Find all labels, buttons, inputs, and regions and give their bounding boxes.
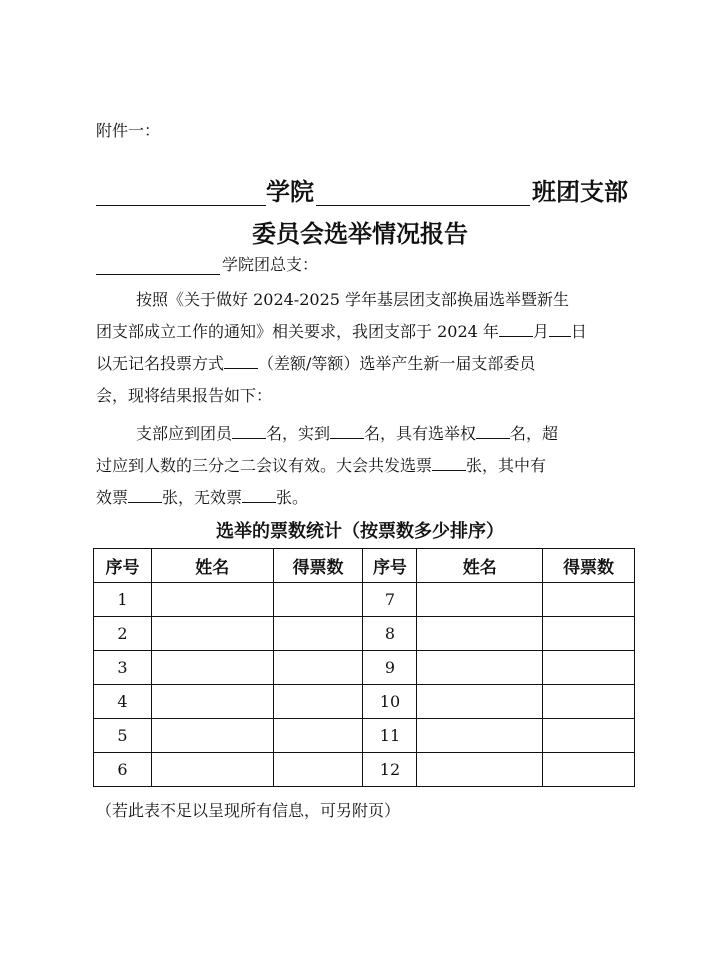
- invalid-ballots-blank[interactable]: [242, 488, 276, 503]
- votes-cell[interactable]: [543, 719, 635, 753]
- header-votes-left: 得票数: [273, 549, 363, 583]
- name-cell[interactable]: [417, 583, 543, 617]
- salutation-text: 学院团总支：: [222, 255, 319, 274]
- valid-ballots-blank[interactable]: [128, 488, 162, 503]
- name-cell[interactable]: [151, 753, 273, 787]
- row-number: 12: [363, 753, 417, 787]
- class-suffix: 班团支部: [532, 177, 628, 206]
- para1-line1: 按照《关于做好 2024-2025 学年基层团支部换届选举暨新生: [136, 290, 570, 309]
- row-number: 7: [363, 583, 417, 617]
- para2-line2a: 过应到人数的三分之二会议有效。大会共发选票: [96, 456, 433, 475]
- attachment-label: 附件一：: [96, 121, 161, 140]
- name-cell[interactable]: [151, 583, 273, 617]
- report-title-line1: [96, 172, 636, 208]
- table-row: [94, 685, 635, 719]
- para2-line1d: 名，超: [510, 424, 559, 443]
- para2-line1b: 名，实到: [266, 424, 331, 443]
- header-number-left: 序号: [94, 549, 152, 583]
- table-header-row: [94, 549, 635, 583]
- row-number: 4: [94, 685, 152, 719]
- votes-cell[interactable]: [273, 583, 363, 617]
- header-votes-right: 得票数: [543, 549, 635, 583]
- college-branch-blank[interactable]: [96, 258, 220, 275]
- footnote: （若此表不足以呈现所有信息，可另附页）: [96, 801, 401, 820]
- name-cell[interactable]: [417, 685, 543, 719]
- para2-line3b: 张，无效票: [162, 488, 243, 507]
- row-number: 10: [363, 685, 417, 719]
- para1-line3a: 以无记名投票方式: [96, 354, 225, 373]
- name-cell[interactable]: [417, 617, 543, 651]
- votes-cell[interactable]: [543, 753, 635, 787]
- name-cell[interactable]: [417, 753, 543, 787]
- para2-line3a: 效票: [96, 488, 129, 507]
- row-number: 1: [94, 583, 152, 617]
- name-cell[interactable]: [151, 617, 273, 651]
- name-cell[interactable]: [417, 651, 543, 685]
- college-name-blank[interactable]: [96, 205, 266, 206]
- paragraph-election-info: [96, 284, 636, 412]
- votes-cell[interactable]: [543, 685, 635, 719]
- para1-line2b: 月: [532, 322, 549, 341]
- row-number: 3: [94, 651, 152, 685]
- row-number: 11: [363, 719, 417, 753]
- day-blank[interactable]: [549, 322, 571, 337]
- table-row: [94, 719, 635, 753]
- row-number: 6: [94, 753, 152, 787]
- table-row: [94, 617, 635, 651]
- name-cell[interactable]: [151, 719, 273, 753]
- college-suffix: 学院: [266, 177, 314, 206]
- name-cell[interactable]: [417, 719, 543, 753]
- row-number: 2: [94, 617, 152, 651]
- row-number: 5: [94, 719, 152, 753]
- header-name-right: 姓名: [417, 549, 543, 583]
- table-row: [94, 583, 635, 617]
- month-blank[interactable]: [499, 322, 533, 337]
- votes-cell[interactable]: [543, 651, 635, 685]
- paragraph-attendance: [96, 418, 636, 514]
- row-number: 9: [363, 651, 417, 685]
- votes-cell[interactable]: [543, 617, 635, 651]
- ballots-issued-blank[interactable]: [432, 456, 466, 471]
- table-row: [94, 651, 635, 685]
- row-number: 8: [363, 617, 417, 651]
- class-name-blank[interactable]: [316, 205, 530, 206]
- votes-cell[interactable]: [273, 651, 363, 685]
- votes-cell[interactable]: [273, 617, 363, 651]
- votes-cell[interactable]: [543, 583, 635, 617]
- para2-line3c: 张。: [276, 488, 309, 507]
- report-title-line2: 委员会选举情况报告: [252, 219, 468, 248]
- eligible-voters-blank[interactable]: [476, 424, 510, 439]
- para1-line2c: 日: [570, 322, 587, 341]
- election-type-blank[interactable]: [224, 354, 258, 369]
- votes-cell[interactable]: [273, 685, 363, 719]
- para1-line4: 会，现将结果报告如下：: [96, 386, 273, 405]
- votes-cell[interactable]: [273, 753, 363, 787]
- para2-line1a: 支部应到团员: [136, 424, 233, 443]
- header-number-right: 序号: [363, 549, 417, 583]
- para1-line3b: （差额/等额）选举产生新一届支部委员: [258, 354, 536, 373]
- members-present-blank[interactable]: [330, 424, 364, 439]
- members-expected-blank[interactable]: [232, 424, 266, 439]
- vote-count-table: [93, 548, 635, 787]
- table-title: 选举的票数统计（按票数多少排序）: [216, 521, 504, 542]
- para2-line1c: 名，具有选举权: [364, 424, 477, 443]
- salutation: [96, 252, 318, 275]
- name-cell[interactable]: [151, 651, 273, 685]
- para2-line2b: 张，其中有: [466, 456, 547, 475]
- votes-cell[interactable]: [273, 719, 363, 753]
- name-cell[interactable]: [151, 685, 273, 719]
- para1-line2a: 团支部成立工作的通知》相关要求，我团支部于 2024 年: [96, 322, 499, 341]
- header-name-left: 姓名: [151, 549, 273, 583]
- table-row: [94, 753, 635, 787]
